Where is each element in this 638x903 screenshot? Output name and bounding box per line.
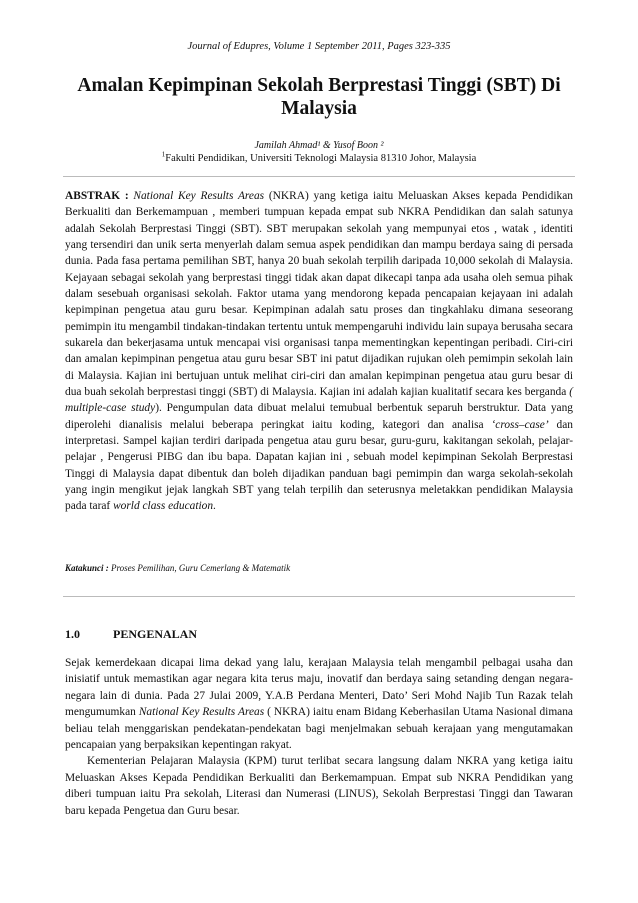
affiliation-superscript: 1 [161,150,166,159]
abstract-nkra-term: National Key Results Areas [133,190,265,202]
abstract-label: ABSTRAK : [65,190,129,202]
keywords-value: Proses Pemilihan, Guru Cemerlang & Matematik [108,563,291,573]
section-number: 1.0 [65,627,80,641]
divider-bottom [63,596,575,597]
section-title: PENGENALAN [113,627,198,641]
intro-paragraph-1 [65,655,573,753]
abstract-block [65,188,573,515]
abstract-text-2: ). Pengumpulan data dibuat melalui temubual berbentuk separuh berstruktur. Data yang diperolehi dianalisis melalui beberapa peringkat iaitu koding, kategori dan analisa [65,402,573,431]
affiliation-text: Fakulti Pendidikan, Universiti Teknologi Malaysia 81310 Johor, Malaysia [165,153,477,164]
keywords-line [65,563,573,573]
abstract-end: . [213,500,216,513]
abstract-cross-case-term: ‘cross–case’ [491,418,549,431]
affiliation-line [0,150,638,164]
intro-paragraph-2: Kementerian Pelajaran Malaysia (KPM) turut terlibat secara langsung dalam NKRA yang ketiga iaitu Meluaskan Akses Kepada Pendidikan Berkualiti dan Berkemampuan. Empat sub NKRA Pendidikan yang diberi tumpuan iaitu Pra sekolah, Literasi dan Numerasi (LINUS), Sekolah Berprestasi Tinggi dan Tawaran baru kepada Pengetua dan Guru besar. [65,755,573,817]
abstract-text-3: dan interpretasi. Sampel kajian terdiri daripada pengetua atau guru besar, guru-guru, kakitangan sekolah, pelajar-pelajar , Pengerusi PIBG dan ibu bapa. Dapatan kajian ini , sebuah model kepimpinan Sekolah Berprestasi Tinggi di Malaysia dapat dibentuk dan boleh dijadikan panduan bagi pemimpin dan warga sekolah-sekolah yang ingin mengikut jejak langkah SBT yang telah terpilih dan seterusnya meletakkan pendidikan Malaysia pada taraf [65,418,573,513]
section-heading [65,627,573,642]
intro-p1-text-2: ( NKRA) iaitu enam Bidang Keberhasilan Utama Nasional dimana beliau telah menggariskan pendekatan-pendekatan bagi menjelmakan sebuah kerajaan yang mengutamakan pencapaian yang berpaksikan kepentingan rakyat. [65,706,573,752]
abstract-text-1: (NKRA) yang ketiga iaitu Meluaskan Akses kepada Pendidikan Berkualiti dan Berkemampuan , memberi tumpuan kepada empat sub NKRA Pendidikan dan salah satunya adalah Sekolah Berprestasi Tinggi (SBT). SBT merupakan sekolah yang mempunyai etos , watak , identiti yang tersendiri dan unik serta menyerlah dalam semua aspek pendidikan dan mampu berdaya saing di persada dunia. Pada fasa pertama pemilihan SBT, hanya 20 buah sekolah terpilih daripada 10,000 sekolah di Malaysia. Kejayaan sebagai sekolah yang berprestasi tinggi tidak akan dapat dikecapi tanpa ada usaha oleh semua pihak dalam sesebuah organisasi sekolah. Faktor utama yang mendorong kepada pencapaian kejayaan ini adalah kepimpinan pengetua atau guru besar. Kepimpinan adalah satu proses dan tingkahlaku dimana seseorang pemimpin itu mengambil tindakan-tindakan tertentu untuk mempengaruhi individu lain supaya berusaha secara sukarela dan bekerjasama untuk mencapai visi organisasi tanpa mementingkan kepentingan peribadi. Ciri-ciri dan amalan kepimpinan pengetua atau guru besar SBT ini patut dijadikan rujukan oleh pemimpin sekolah lain di Malaysia. Kajian ini bertujuan untuk melihat ciri-ciri dan amalan kepimpinan pengetua atau guru besar di dua buah sekolah berprestasi tinggi (SBT) di Malaysia. Kajian ini adalah kajian kualitatif secara kes berganda [65,190,573,398]
paper-title: Amalan Kepimpinan Sekolah Berprestasi Tinggi (SBT) Di Malaysia [77,75,561,119]
intro-p1-text-1: Sejak kemerdekaan dicapai lima dekad yang lalu, kerajaan Malaysia telah mengambil pelbagai usaha dan inisiatif untuk memastikan agar negara kita terus maju, inovatif dan berdaya saing setanding dengan negara-negara lain di dunia. Pada 27 Julai 2009, Y.A.B Perdana Menteri, Dato’ Seri Mohd Najib Tun Razak telah mengumumkan [65,657,573,719]
intro-body [65,655,573,819]
journal-header: Journal of Edupres, Volume 1 September 2011, Pages 323-335 [187,41,451,52]
intro-p1-nkra-term: National Key Results Areas [138,706,265,719]
abstract-wce-term: world class education [113,500,214,513]
abstract-case-study-term: ( multiple-case study [65,385,573,415]
keywords-label: Katakunci : [65,563,109,573]
divider-top [63,176,575,177]
authors-line: Jamilah Ahmad¹ & Yusof Boon ² [254,140,384,151]
